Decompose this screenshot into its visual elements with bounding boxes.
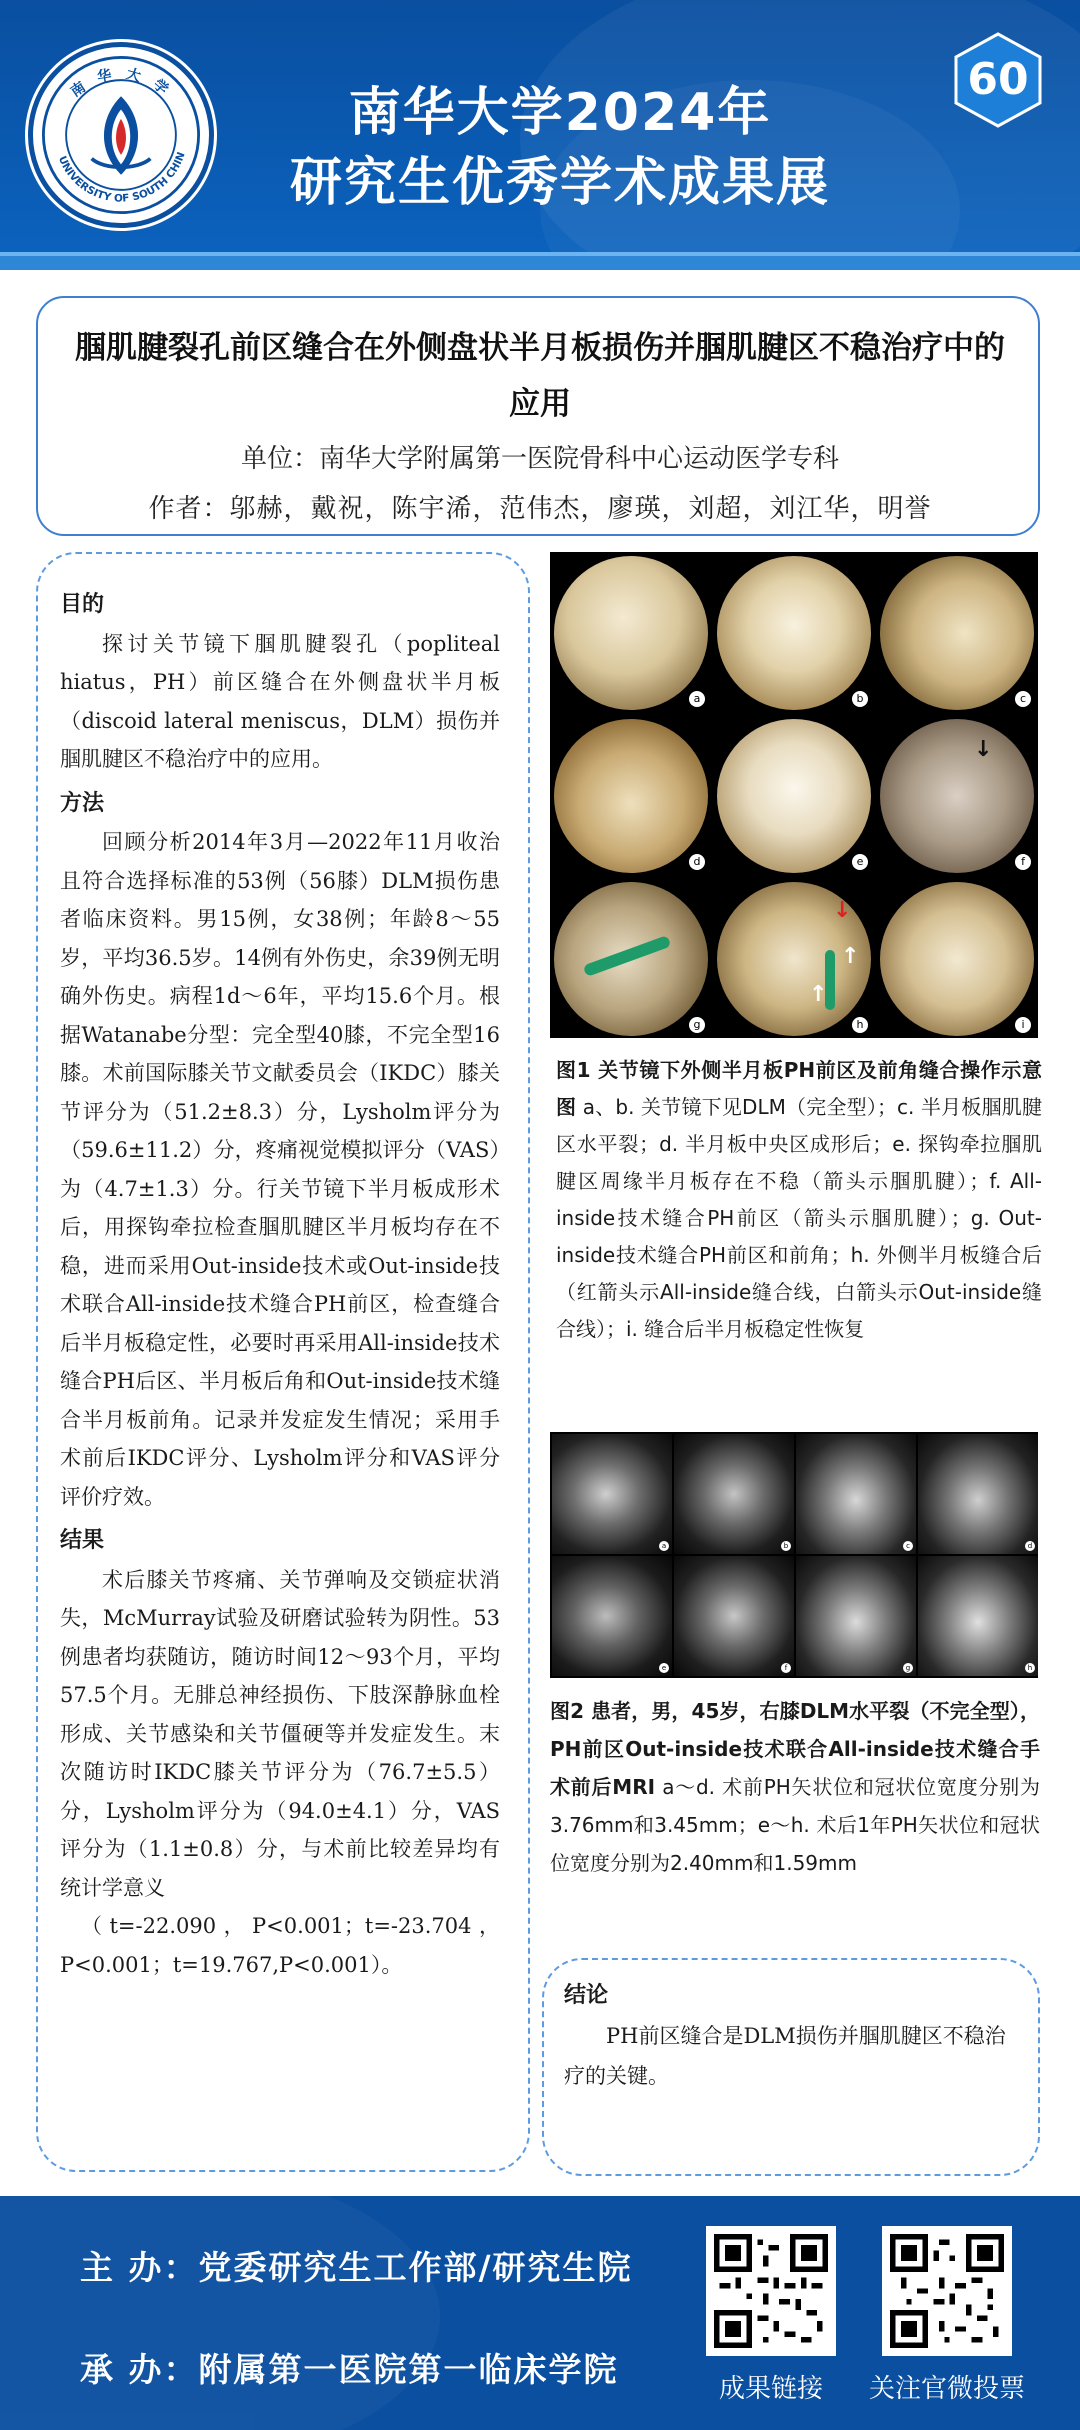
organizer-host: 主 办：党委研究生工作部/研究生院 bbox=[80, 2248, 633, 2287]
paper-title-box bbox=[36, 296, 1040, 536]
white-arrow-icon: ↑ bbox=[841, 944, 860, 969]
results-heading: 结果 bbox=[60, 1528, 105, 1553]
panel-label: h bbox=[1025, 1663, 1035, 1673]
figure1-caption-text: a、b. 关节镜下见DLM（完全型）；c. 半月板腘肌腱区水平裂；d. 半月板中央区成形后；e. 探钩牵拉腘肌腱区周缘半月板存在不稳（箭头示腘肌腱）；f. All-inside技术缝合PH前区（箭头示腘肌腱）；g. Out-inside技术缝合PH前区和前角；h. 外侧半月板缝合后（红箭头示All-inside缝合线，白箭头示Out-inside缝合线）；i. 缝合后半月板稳定性恢复 bbox=[556, 1095, 1042, 1341]
svg-text:南华大学: 南华大学 bbox=[68, 65, 181, 107]
figure1-arthroscopy-grid bbox=[550, 552, 1038, 1038]
paper-title: 腘肌腱裂孔前区缝合在外侧盘状半月板损伤并腘肌腱区不稳治疗中的应用 bbox=[75, 330, 1005, 422]
figure2-caption bbox=[550, 1692, 1040, 1882]
figure2-panel bbox=[796, 1434, 916, 1554]
results-link-label: 成果链接 bbox=[718, 2374, 823, 2404]
panel-label: e bbox=[659, 1663, 669, 1673]
results-link-qr-code[interactable] bbox=[706, 2226, 836, 2356]
poster-header bbox=[0, 0, 1080, 270]
objective-heading: 目的 bbox=[60, 592, 105, 617]
organizer-undertaker: 承 办：附属第一医院第一临床学院 bbox=[80, 2350, 619, 2389]
panel-label: c bbox=[903, 1541, 913, 1551]
panel-label: h bbox=[852, 1017, 868, 1033]
objective-text: 探讨关节镜下腘肌腱裂孔（popliteal hiatus，PH）前区缝合在外侧盘状半月板（discoid lateral meniscus，DLM）损伤并腘肌腱区不稳治疗中的应用。 bbox=[60, 631, 500, 771]
methods-text: 回顾分析2014年3月—2022年11月收治且符合选择标准的53例（56膝）DLM损伤患者临床资料。男15例，女38例；年龄8～55岁，平均36.5岁。14例有外伤史，余39例无明确外伤史。病程1d～6年，平均15.6个月。根据Watanabe分型：完全型40膝，不完全型16膝。术前国际膝关节文献委员会（IKDC）膝关节评分为（51.2±8.3）分，Lysholm评分为（59.6±11.2）分，疼痛视觉模拟评分（VAS）为（4.7±1.3）分。行关节镜下半月板成形术后，用探钩牵拉检查腘肌腱区半月板均存在不稳，进而采用Out-inside技术或Out-inside技术联合All-inside技术缝合PH前区，检查缝合后半月板稳定性，必要时再采用All-inside技术缝合PH后区、半月板后角和Out-inside技术缝合半月板前角。记录并发症发生情况；采用手术前后IKDC评分、Lysholm评分和VAS评分评价疗效。 bbox=[60, 830, 500, 1509]
university-logo bbox=[28, 42, 214, 228]
figure1-panel bbox=[552, 717, 710, 875]
figure1-panel bbox=[552, 880, 710, 1038]
figure1-panel bbox=[715, 554, 873, 712]
paper-unit: 单位：南华大学附属第一医院骨科中心运动医学专科 bbox=[240, 444, 839, 474]
figure1-panel bbox=[715, 880, 873, 1038]
figure2-panel bbox=[918, 1434, 1038, 1554]
figure2-caption-text: a～d. 术前PH矢状位和冠状位宽度分别为3.76mm和3.45mm；e～h. 术后1年PH矢状位和冠状位宽度分别为2.40mm和1.59mm bbox=[550, 1775, 1041, 1875]
panel-label: a bbox=[689, 691, 705, 707]
figure2-mri-grid bbox=[550, 1432, 1038, 1678]
wechat-vote-label: 关注官微投票 bbox=[868, 2374, 1025, 2404]
panel-label: b bbox=[852, 691, 868, 707]
panel-label: b bbox=[781, 1541, 791, 1551]
footer-decoration bbox=[0, 2196, 440, 2430]
white-arrow-icon: ↑ bbox=[809, 982, 828, 1007]
panel-label: a bbox=[659, 1541, 669, 1551]
figure1-panel bbox=[878, 554, 1036, 712]
methods-heading: 方法 bbox=[60, 790, 105, 816]
panel-label: d bbox=[1025, 1541, 1035, 1551]
panel-label: c bbox=[1015, 691, 1031, 707]
results-stats: （t=-22.090，P<0.001；t=-23.704，P<0.001；t=19.767,P<0.001）。 bbox=[60, 1914, 500, 1977]
wechat-vote-qr-code[interactable] bbox=[882, 2226, 1012, 2356]
conclusion-heading: 结论 bbox=[564, 1983, 609, 2008]
poster-number: 60 bbox=[967, 54, 1029, 105]
figure2-panel bbox=[552, 1434, 672, 1554]
panel-label: f bbox=[781, 1663, 791, 1673]
panel-label: g bbox=[903, 1663, 913, 1673]
figure1-caption-title: 图1 关节镜下外侧半月板PH前区及前角缝合操作示意图 bbox=[556, 1058, 1042, 1119]
figure1-panel bbox=[878, 880, 1036, 1038]
figure1-panel bbox=[552, 554, 710, 712]
arrow-icon: ↓ bbox=[974, 737, 993, 762]
abstract-content bbox=[60, 586, 500, 1984]
figure2-panel bbox=[796, 1556, 916, 1676]
figure2-caption-title: 图2 患者，男，45岁，右膝DLM水平裂（不完全型），PH前区Out-inside技术联合All-inside技术缝合手术前后MRI bbox=[550, 1699, 1040, 1799]
panel-label: e bbox=[852, 854, 868, 870]
figure2-panel bbox=[674, 1434, 794, 1554]
svg-text:UNIVERSITY OF SOUTH CHINA: UNIVERSITY OF SOUTH CHIN bbox=[55, 150, 188, 205]
exhibition-title-line2: 研究生优秀学术成果展 bbox=[289, 153, 830, 213]
figure1-caption bbox=[556, 1052, 1042, 1348]
exhibition-title-line1: 南华大学2024年 bbox=[348, 83, 772, 143]
figure2-panel bbox=[674, 1556, 794, 1676]
figure1-panel bbox=[715, 717, 873, 875]
red-arrow-icon: ↓ bbox=[833, 898, 852, 923]
panel-label: g bbox=[689, 1017, 705, 1033]
paper-authors: 作者：邬赫，戴祝，陈宇浠，范伟杰，廖瑛，刘超，刘江华，明誉 bbox=[148, 494, 932, 524]
figure1-panel bbox=[878, 717, 1036, 875]
panel-label: f bbox=[1015, 854, 1031, 870]
conclusion-text: PH前区缝合是DLM损伤并腘肌腱区不稳治疗的关键。 bbox=[564, 2024, 1006, 2088]
poster-number-badge bbox=[950, 32, 1046, 128]
figure2-panel bbox=[918, 1556, 1038, 1676]
header-stripe bbox=[0, 256, 1080, 270]
results-text: 术后膝关节疼痛、关节弹响及交锁症状消失，McMurray试验及研磨试验转为阴性。53例患者均获随访，随访时间12～93个月，平均57.5个月。无腓总神经损伤、下肢深静脉血栓形成、关节感染和关节僵硬等并发症发生。末次随访时IKDC膝关节评分为（76.7±5.5）分，Lysholm评分为（94.0±4.1）分，VAS评分为（1.1±0.8）分，与术前比较差异均有统计学意义 bbox=[60, 1567, 500, 1900]
panel-label: i bbox=[1015, 1017, 1031, 1033]
panel-label: d bbox=[689, 854, 705, 870]
figure2-panel bbox=[552, 1556, 672, 1676]
poster-footer bbox=[0, 2196, 1080, 2430]
